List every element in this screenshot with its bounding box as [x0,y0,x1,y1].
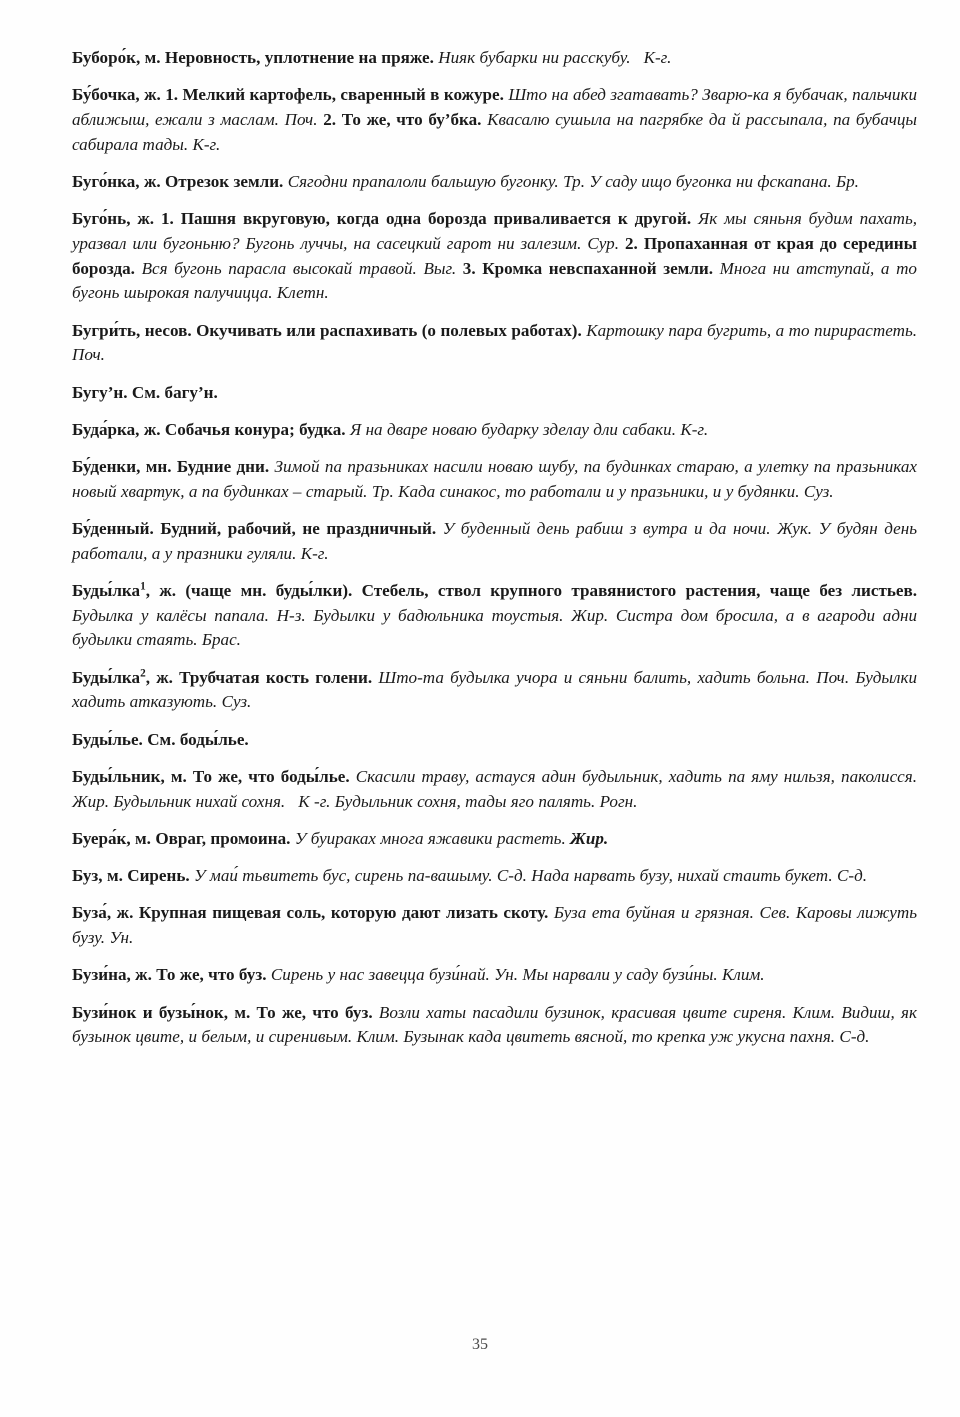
entry-example: Што-та будылка учора и сяньни балить, хадить больна. Поч. Будылки хадить атказують. Суз. [72,667,917,712]
entry-example: Я на дваре новаю бударку зделау дли сабаки. К-г. [345,419,709,439]
entry-cross-reference: Буды́лье. См. боды́лье. [72,729,249,749]
entry-definition: , ж. Трубчатая кость голени. [145,667,373,687]
entry-headword-definition: Бузи́нок и бузы́нок, м. То же, что буз. [72,1002,373,1022]
homograph-superscript: 2 [140,667,146,679]
entry-example: Як мы сяньня будим пахать, уразвал или бугоньню? Бугонь луччы, на сасецкий гарот ни залезим. Сур. [72,209,917,253]
dictionary-entry [72,1001,917,1050]
entry-headword-definition: Буго́нь, ж. 1. Пашня вкруговую, когда одна борозда приваливается к другой. [72,209,692,229]
dictionary-entry [72,319,917,368]
entry-sense-2: 2. То же, что бу’бка. [317,109,482,129]
dictionary-entry [72,728,917,753]
entry-example: Многа ни атступай, а то бугонь шырокая палучицца. Клетн. [72,258,917,303]
entry-headword-definition: Бугри́ть, несов. Окучивать или распахивать (о полевых работах). [72,320,582,340]
entry-spacer [285,792,298,811]
entry-example: Сирень у нас завецца бузи́най. Ун. Мы нарвали у саду бузи́ны. Клим. [266,965,765,985]
dictionary-entry [72,83,917,157]
entry-locality: Жир. [565,828,609,848]
entry-sense-3: 3. Кромка невспаханной земли. [456,258,714,278]
page-number: 35 [472,1336,488,1353]
entry-example: Вся бугонь парасла высокай травой. Выг. [134,258,457,278]
homograph-superscript: 1 [140,580,146,593]
entry-definition: , ж. (чаще мн. буды́лки). Стебель, ствол крупного травянистого растения, чаще без листьев. [145,581,917,601]
dictionary-entry [72,207,917,306]
dictionary-entry [72,46,917,71]
entry-spacer [630,48,643,67]
entry-example: Картошку пара бугрить, а то пирирастеть. Поч. [72,320,917,365]
entry-example: Скасили траву, астауся адин будыльник, хадить па яму нильзя, паколисся. Жир. Будыльник нихай сохня. [72,766,917,811]
entry-headword-definition: Бузи́на, ж. То же, что буз. [72,965,267,985]
dictionary-entry [72,170,917,195]
entry-headword-definition: Буда́рка, ж. Собачья конура; будка. [72,419,346,439]
dictionary-entry [72,517,917,566]
entry-example: У маи́ тьвитеть бус, сирень па-вашыму. С-д. Нада нарвать бузу, нихай стаить букет. С-д. [189,866,868,886]
dictionary-entry [72,901,917,950]
entry-headword: Буды́лка [72,667,141,687]
dictionary-entry [72,381,917,406]
entry-locality: К-г. [643,48,672,67]
entry-example: У буденный день рабиш з вутра и да ночи. Жук. У будян день работали, а у празники гуляли. К-г. [72,519,917,563]
entry-headword-definition: Буза́, ж. Крупная пищевая соль, которую дают лизать скоту. [72,903,549,923]
dictionary-entry [72,864,917,889]
entry-example: Возли хаты пасадили бузинок, красивая цвите сиреня. Клим. Видиш, як бузынок цвите, и белым, и сиренивым. Клим. Бузынак када цвитеть вясной, то крепка уж укусна пахня. С-д. [72,1002,917,1047]
text-column [72,46,917,1050]
dictionary-entry [72,963,917,988]
entry-headword-definition: Буды́льник, м. То же, что боды́лье. [72,766,350,786]
dictionary-entry [72,455,917,504]
entry-cross-reference: Бугу’н. См. багу’н. [72,382,218,402]
entry-headword-definition: Буера́к, м. Овраг, промоина. [72,828,291,848]
entry-example: Будылка у калёсы папала. Н-з. Будылки у бадюльника тоустыя. Жир. Систра дом бросила, а в агароди адни будылки стаять. Брас. [72,605,917,650]
entry-example: Сягодни прапалоли бальшую бугонку. Тр. У саду ищо бугонка ни фскапана. Бр. [283,171,859,191]
dictionary-entry [72,827,917,852]
entry-example: Квасалю сушыла на пагрябке да й рассыпала, па бубачцы сабирала тады. К-г. [72,109,918,154]
dictionary-entry [72,666,917,715]
entry-sense-2: 2. Пропаханная от края до середины борозда. [72,233,917,278]
dictionary-entry [72,579,917,653]
entry-headword-definition: Бу́бочка, ж. 1. Мелкий картофель, сваренный в кожуре. [72,85,504,105]
entry-headword-definition: Бу́денный. Будний, рабочий, не праздничный. [72,519,437,539]
entry-example: У буираках многа яжавики растеть. [290,828,566,848]
entry-example: Буза ета буйная и грязная. Сев. Каровы лижуть бузу. Ун. [72,903,917,948]
entry-example: Што на абед згатавать? Зварю-ка я бубачак, пальчики аближыш, ежали з маслам. Поч. [72,85,917,129]
dictionary-entry [72,765,917,814]
entry-headword-definition: Буз, м. Сирень. [72,866,190,886]
entry-headword: Буды́лка [72,581,141,601]
entry-example: Зимой па празьниках насили новаю шубу, па будинках стараю, а улетку па празьниках новый хвартук, а па будинках – старый. Тр. Када синакос, то работали и у празьники, и у будянки. Суз. [72,457,917,501]
entry-example: Нияк бубарки ни расскубу. [433,48,631,67]
entry-headword-definition: Бу́денки, мн. Будние дни. [72,457,270,477]
entry-example: К -г. Будыльник сохня, тады яго палять. Рогн. [298,791,638,811]
entry-headword-definition: Буборо́к, м. Неровность, уплотнение на пряже. [72,48,434,67]
dictionary-entry [72,418,917,443]
entry-headword-definition: Буго́нка, ж. Отрезок земли. [72,171,284,191]
